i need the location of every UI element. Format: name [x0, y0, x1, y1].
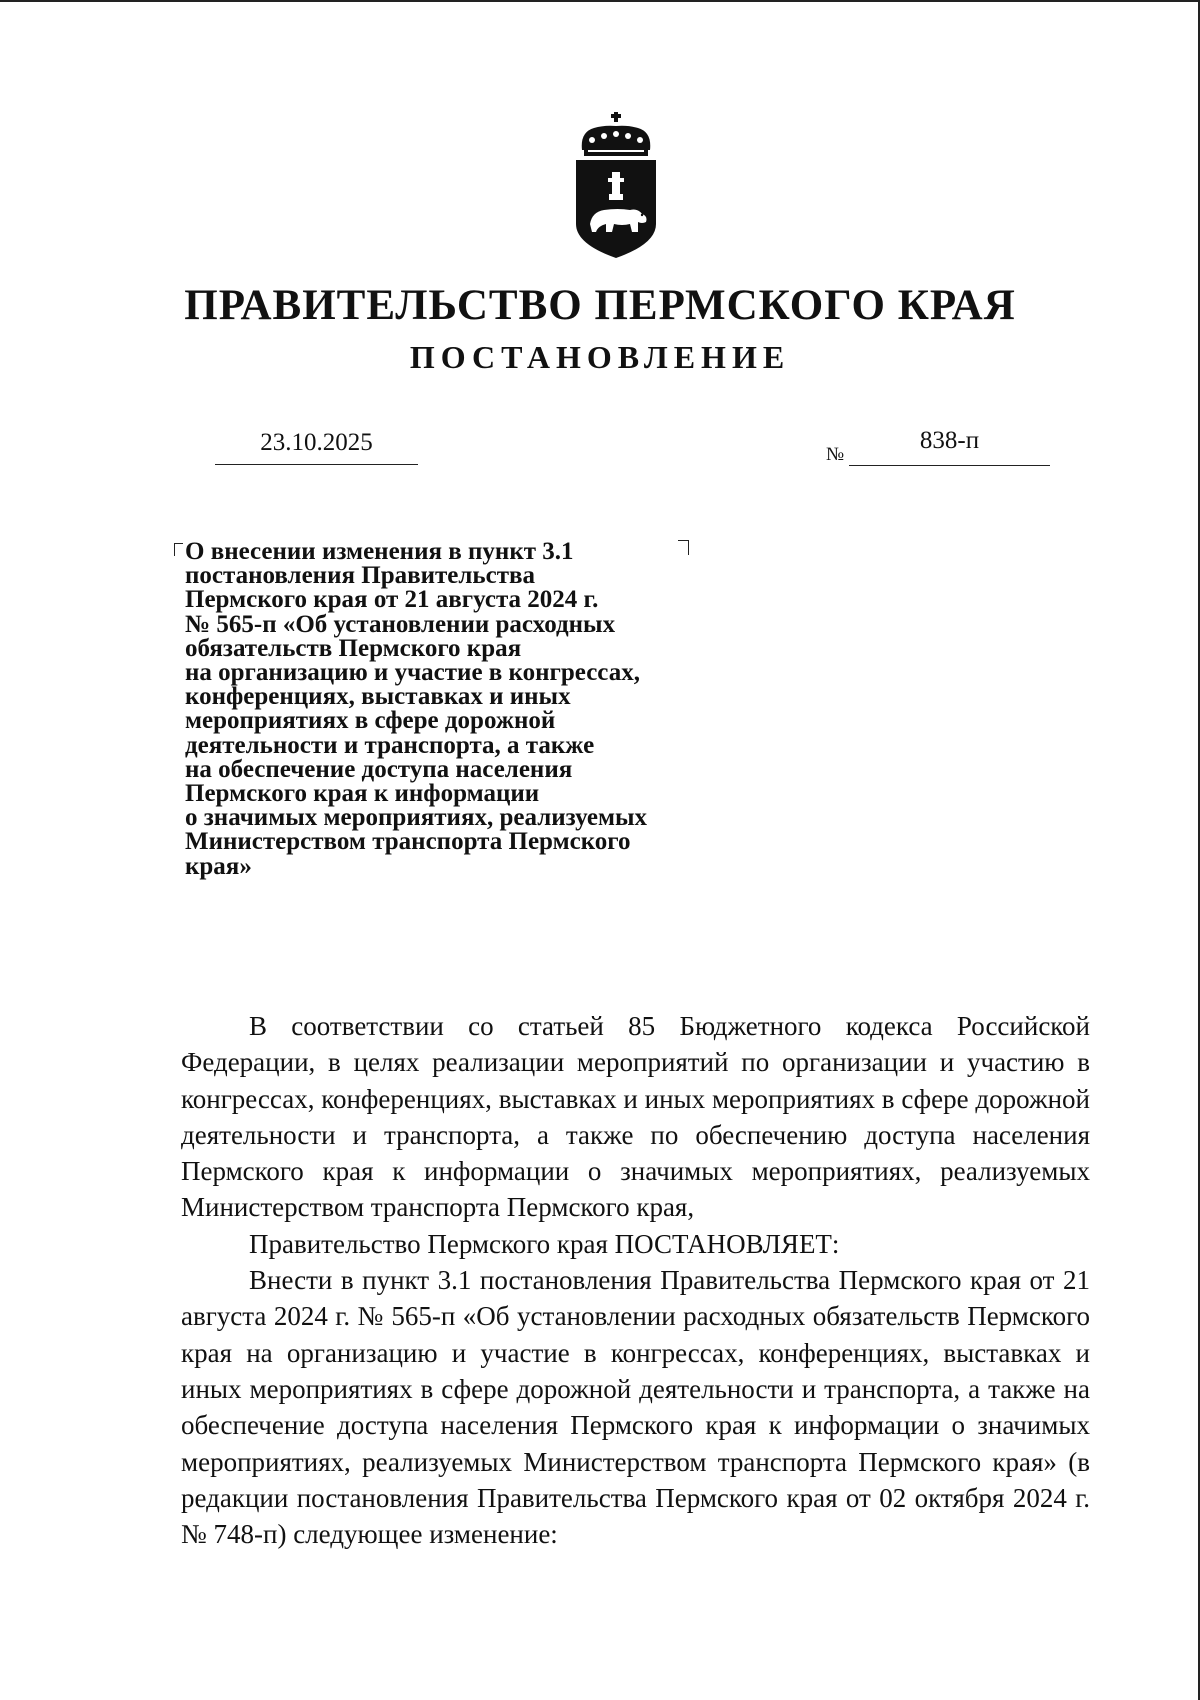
subject-line: конференциях, выставках и иных: [185, 683, 571, 711]
subject-line: Министерством транспорта Пермского: [185, 828, 631, 856]
document-body: [181, 1008, 1090, 1552]
government-title: ПРАВИТЕЛЬСТВО ПЕРМСКОГО КРАЯ: [184, 282, 1016, 329]
subject-line: о значимых мероприятиях, реализуемых: [185, 804, 648, 832]
body-paragraph-preamble: В соответствии со статьей 85 Бюджетного кодекса Российской Федерации, в целях реализации мероприятий по организации и участию в конгрессах, конференциях, выставках и иных мероприятиях в сфере дорожной деятельности и транспорта, а также по обеспечению доступа населения Пермского края к информации о значимых мероприятиях, реализуемых Министерством транспорта Пермского края,: [181, 1011, 1090, 1223]
page-border-top: [0, 0, 1200, 2]
body-paragraph-amendment: Внести в пункт 3.1 постановления Правительства Пермского края от 21 августа 2024 г. № 565-п «Об установлении расходных обязательств Пермского края на организацию и участие в конгрессах, конференциях, выставках и иных мероприятиях в сфере дорожной деятельности и транспорта, а также на обеспечение доступа населения Пермского края к информации о значимых мероприятиях, реализуемых Министерством транспорта Пермского края» (в редакции постановления Правительства Пермского края от 02 октября 2024 г. № 748-п) следующее изменение:: [181, 1265, 1090, 1550]
subject-line: мероприятиях в сфере дорожной: [185, 707, 556, 735]
subject-bracket-left: [174, 543, 183, 556]
subject-line: деятельности и транспорта, а также: [185, 731, 595, 759]
subject-line: постановления Правительства: [185, 562, 535, 590]
subject-line: Пермского края к информации: [185, 780, 540, 808]
subject-line: на обеспечение доступа населения: [185, 755, 573, 783]
subject-line: на организацию и участие в конгрессах,: [185, 659, 640, 687]
document-number: 838-п: [849, 424, 1050, 466]
perm-krai-coat-of-arms-icon: [568, 112, 664, 262]
body-paragraph-resolves: Правительство Пермского края ПОСТАНОВЛЯЕТ:: [249, 1228, 840, 1259]
subject-line: Пермского края от 21 августа 2024 г.: [185, 586, 599, 614]
subject-line: О внесении изменения в пункт 3.1: [185, 538, 574, 565]
subject-line: обязательств Пермского края: [185, 634, 522, 662]
subject-line: края»: [185, 852, 252, 880]
subject-line: № 565-п «Об установлении расходных: [185, 610, 616, 638]
number-label: №: [826, 444, 845, 465]
document-type-title: ПОСТАНОВЛЕНИЕ: [409, 339, 791, 375]
document-date: 23.10.2025: [215, 425, 418, 465]
subject-heading: [185, 540, 725, 879]
